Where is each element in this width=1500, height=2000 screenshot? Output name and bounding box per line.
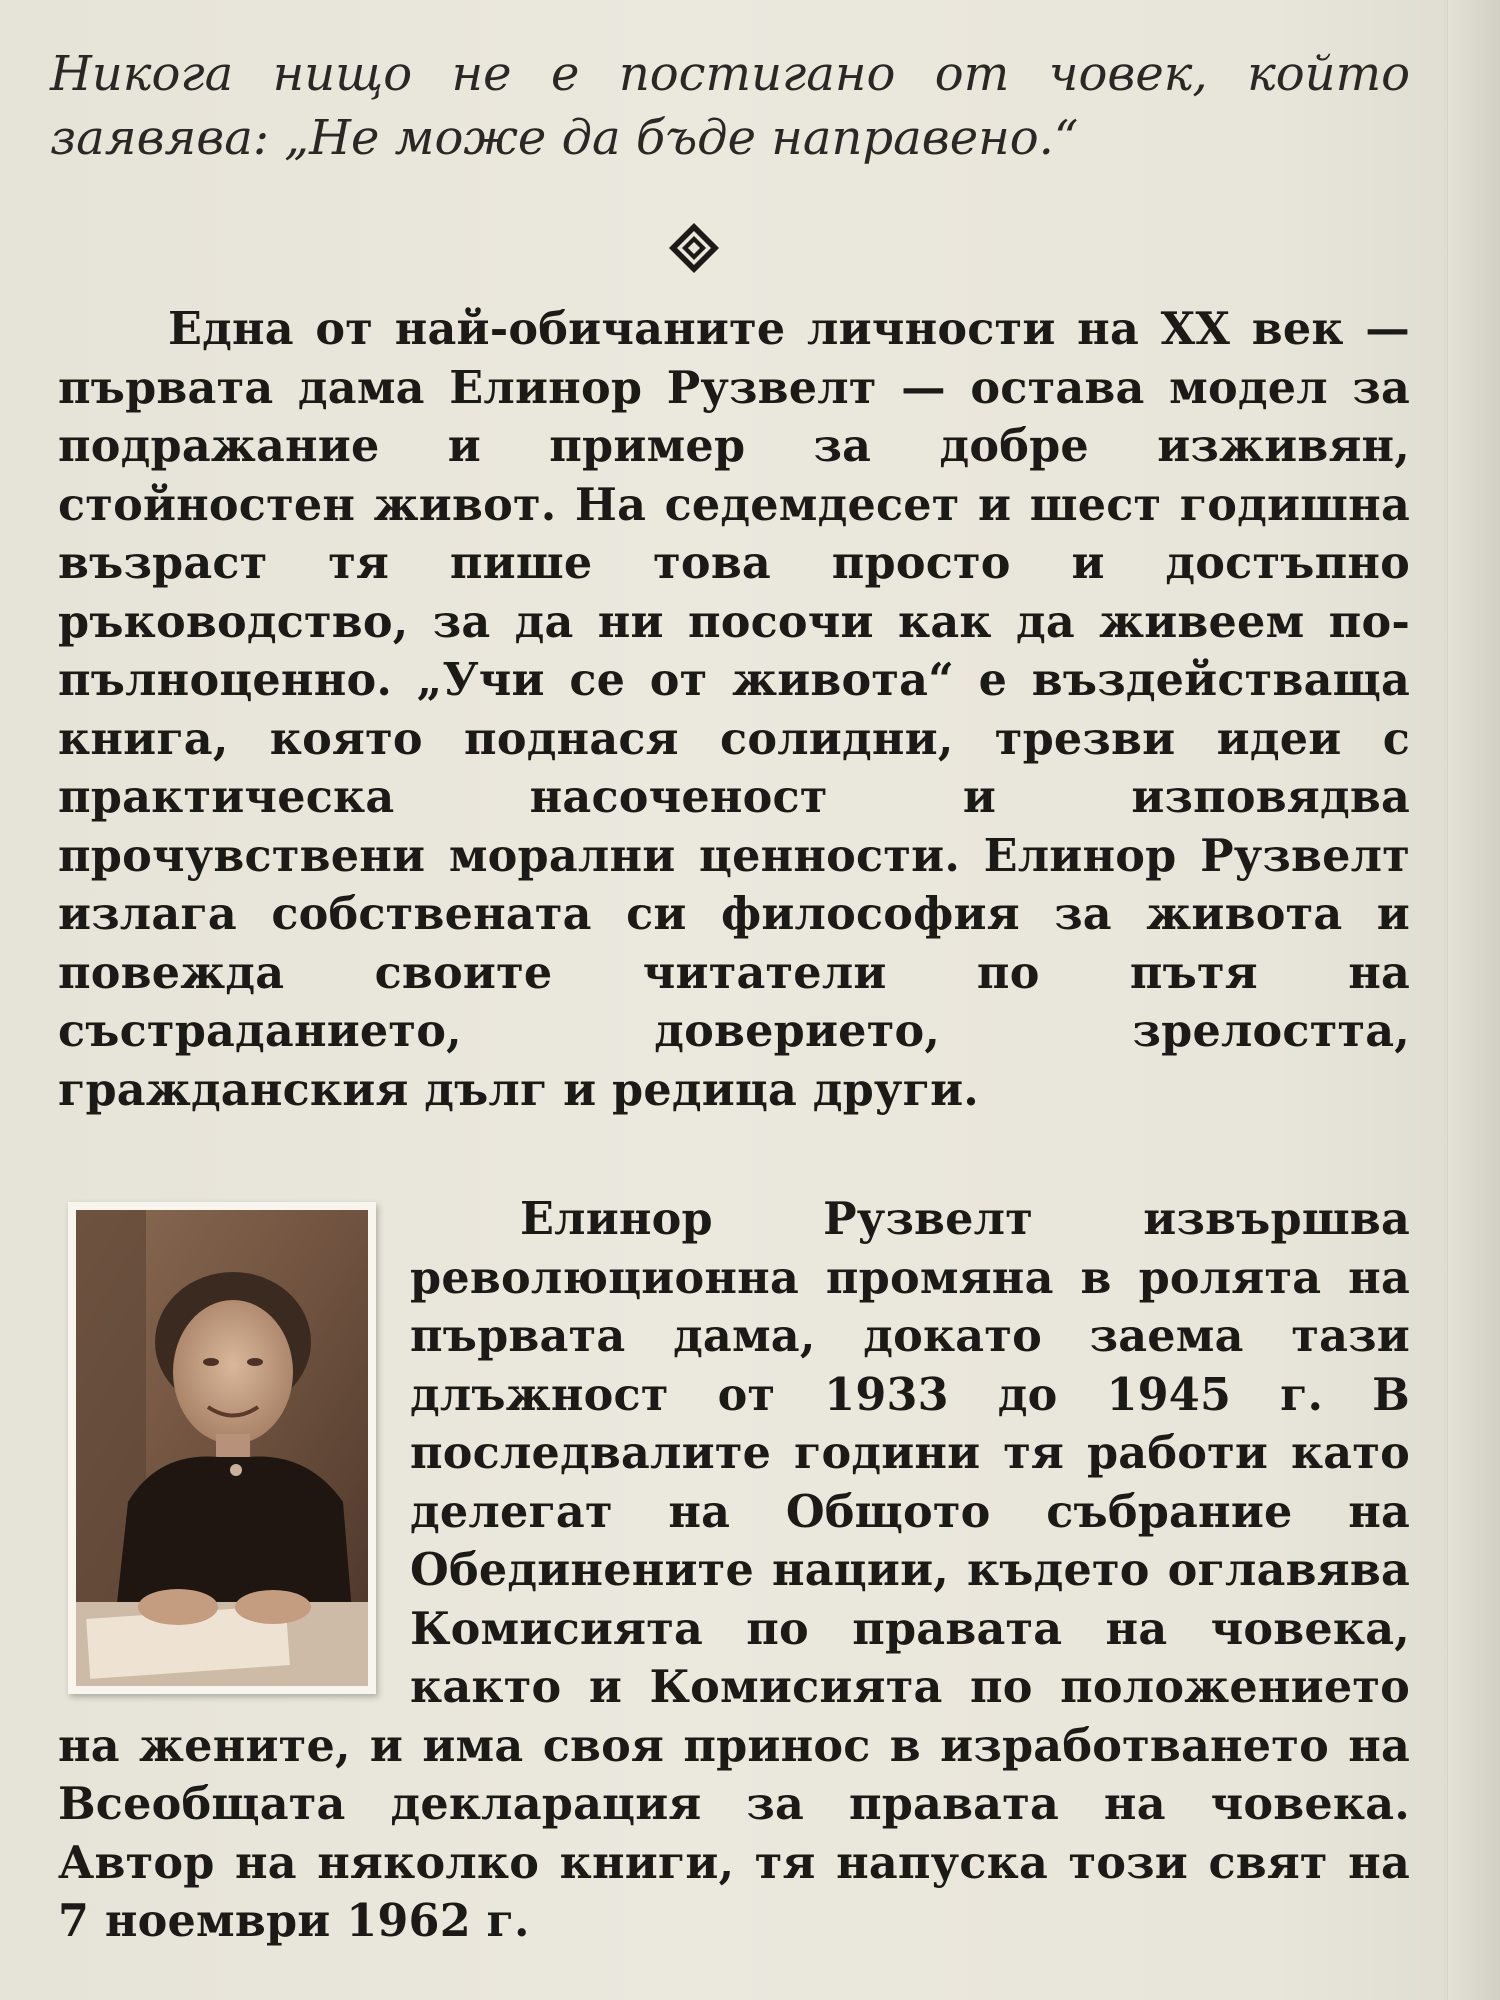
page-edge [1447,0,1500,2000]
epigraph-quote: Никога нищо не е постигано от човек, който заявява: „Не може да бъде направено.“ [50,46,1410,166]
author-photo [68,1202,376,1694]
diamond-ornament-icon [668,222,720,274]
author-bio-paragraph [58,1190,1410,1951]
author-bio-text: Елинор Рузвелт извършва революционна промяна в ролята на първата дама, докато заема тази длъжност от 1933 до 1945 г. В последвалите години тя работи като делегат на Общото събрание на Обединените нации, където оглавява Комисията по правата на човека, както и Комисията по положението на жените, и има своя принос в изработването на Всеобщата декларация за правата на човека. Автор на няколко книги, тя напуска този свят на 7 ноември 1962 г. [58,1193,1410,1947]
description-paragraph: Една от най-обичаните личности на XX век — първата дама Елинор Рузвелт — остава модел за подражание и пример за добре изживян, стойностен живот. На седемдесет и шест годишна възраст тя пише това просто и достъпно ръководство, за да ни посочи как да живеем по-пълноценно. „Учи се от живота“ е въздействаща книга, която поднася солидни, трезви идеи с практическа насоченост и изповядва прочувствени морални ценности. Елинор Рузвелт излага собствената си философия за живота и повежда своите читатели по пътя на състраданието, доверието, зрелостта, гражданския дълг и редица други. [58,303,1410,1116]
